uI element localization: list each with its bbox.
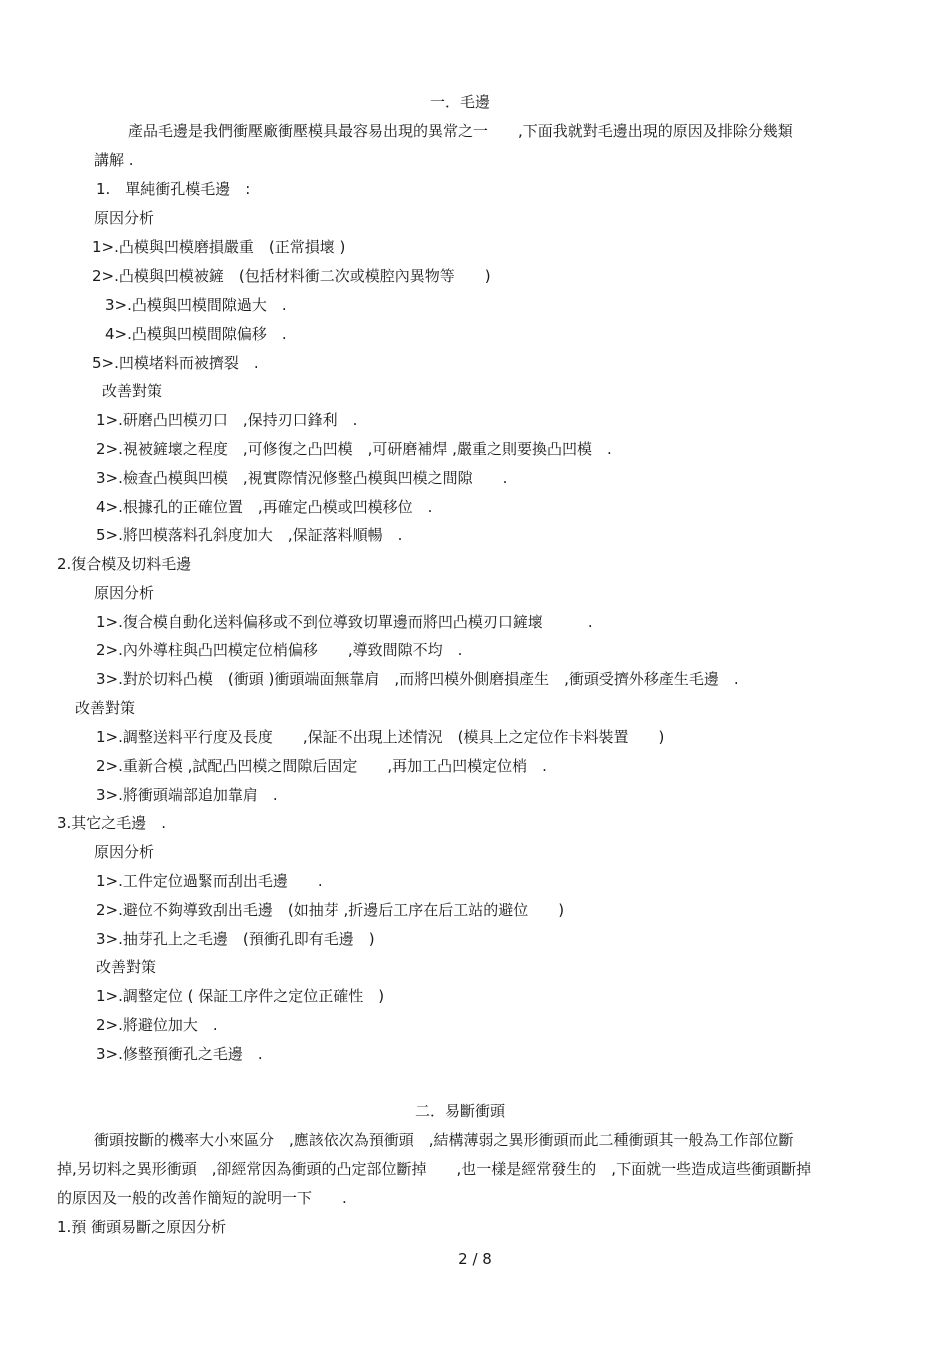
part3-fix-title: 改善對策 xyxy=(96,958,157,976)
part2-heading: 2.復合模及切料毛邊 xyxy=(57,555,192,573)
section2-intro-line-3: 的原因及一般的改善作簡短的說明一下 . xyxy=(57,1189,347,1207)
part2-cause-title: 原因分析 xyxy=(94,584,155,602)
part3-cause-1: 1>.工件定位過緊而刮出毛邊 . xyxy=(96,872,323,890)
part1-heading: 1. 單純衝孔模毛邊 : xyxy=(96,180,251,198)
page-number: 2 / 8 xyxy=(458,1250,492,1268)
section2-title: 二．易斷衝頭 xyxy=(415,1102,506,1120)
part1-cause-5: 5>.凹模堵料而被擠裂 . xyxy=(92,354,259,372)
part2-cause-2: 2>.內外導柱與凸凹模定位梢偏移 ,導致間隙不均 . xyxy=(96,641,463,659)
part3-fix-3: 3>.修整預衝孔之毛邊 . xyxy=(96,1045,263,1063)
part1-fix-1: 1>.研磨凸凹模刃口 ,保持刃口鋒利 . xyxy=(96,411,358,429)
part1-cause-2: 2>.凸模與凹模被鏟 (包括材料衝二次或模腔內異物等 ) xyxy=(92,267,491,285)
part2-fix-2: 2>.重新合模 ,試配凸凹模之間隙后固定 ,再加工凸凹模定位梢 . xyxy=(96,757,547,775)
section2-intro-line-2: 掉,另切料之異形衝頭 ,卻經常因為衝頭的凸定部位斷掉 ,也一樣是經常發生的 ,下面就一些造成這些衝頭斷掉 xyxy=(57,1160,812,1178)
part3-fix-2: 2>.將避位加大 . xyxy=(96,1016,218,1034)
part3-cause-title: 原因分析 xyxy=(94,843,155,861)
section1-intro-line-1: 產品毛邊是我們衝壓廠衝壓模具最容易出現的異常之一 ,下面我就對毛邊出現的原因及排除分幾類 xyxy=(128,122,793,140)
part1-fix-3: 3>.檢查凸模與凹模 ,視實際情況修整凸模與凹模之間隙 . xyxy=(96,469,508,487)
part3-heading: 3.其它之毛邊 . xyxy=(57,814,167,832)
part1-fix-title: 改善對策 xyxy=(102,382,163,400)
part2-fix-title: 改善對策 xyxy=(75,699,136,717)
part2-cause-3: 3>.對於切料凸模 (衝頭 )衝頭端面無靠肩 ,而將凹模外側磨損產生 ,衝頭受擠外移產生毛邊 . xyxy=(96,670,739,688)
section1-title: 一．毛邊 xyxy=(430,93,491,111)
section2-part1-heading: 1.預 衝頭易斷之原因分析 xyxy=(57,1218,227,1236)
part2-fix-1: 1>.調整送料平行度及長度 ,保証不出現上述情況 (模具上之定位作卡料裝置 ) xyxy=(96,728,665,746)
part2-cause-1: 1>.復合模自動化送料偏移或不到位導致切單邊而將凹凸模刃口鏟壞 . xyxy=(96,613,593,631)
part1-cause-1: 1>.凸模與凹模磨損嚴重 (正常損壞 ) xyxy=(92,238,346,256)
part3-cause-3: 3>.抽芽孔上之毛邊 (預衝孔即有毛邊 ) xyxy=(96,930,375,948)
part1-cause-4: 4>.凸模與凹模間隙偏移 . xyxy=(105,325,287,343)
part1-cause-title: 原因分析 xyxy=(94,209,155,227)
part3-fix-1: 1>.調整定位 ( 保証工序件之定位正確性 ) xyxy=(96,987,385,1005)
section2-intro-line-1: 衝頭按斷的機率大小來區分 ,應該依次為預衝頭 ,結構薄弱之異形衝頭而此二種衝頭其一般為工作部位斷 xyxy=(94,1131,794,1149)
part2-fix-3: 3>.將衝頭端部追加靠肩 . xyxy=(96,786,278,804)
part1-fix-5: 5>.將凹模落料孔斜度加大 ,保証落料順暢 . xyxy=(96,526,403,544)
part1-fix-2: 2>.視被鏟壞之程度 ,可修復之凸凹模 ,可研磨補焊 ,嚴重之則要換凸凹模 . xyxy=(96,440,612,458)
part1-fix-4: 4>.根據孔的正確位置 ,再確定凸模或凹模移位 . xyxy=(96,498,433,516)
section1-intro-line-2: 講解 . xyxy=(94,151,134,169)
part1-cause-3: 3>.凸模與凹模間隙過大 . xyxy=(105,296,287,314)
part3-cause-2: 2>.避位不夠導致刮出毛邊 (如抽芽 ,折邊后工序在后工站的避位 ) xyxy=(96,901,565,919)
